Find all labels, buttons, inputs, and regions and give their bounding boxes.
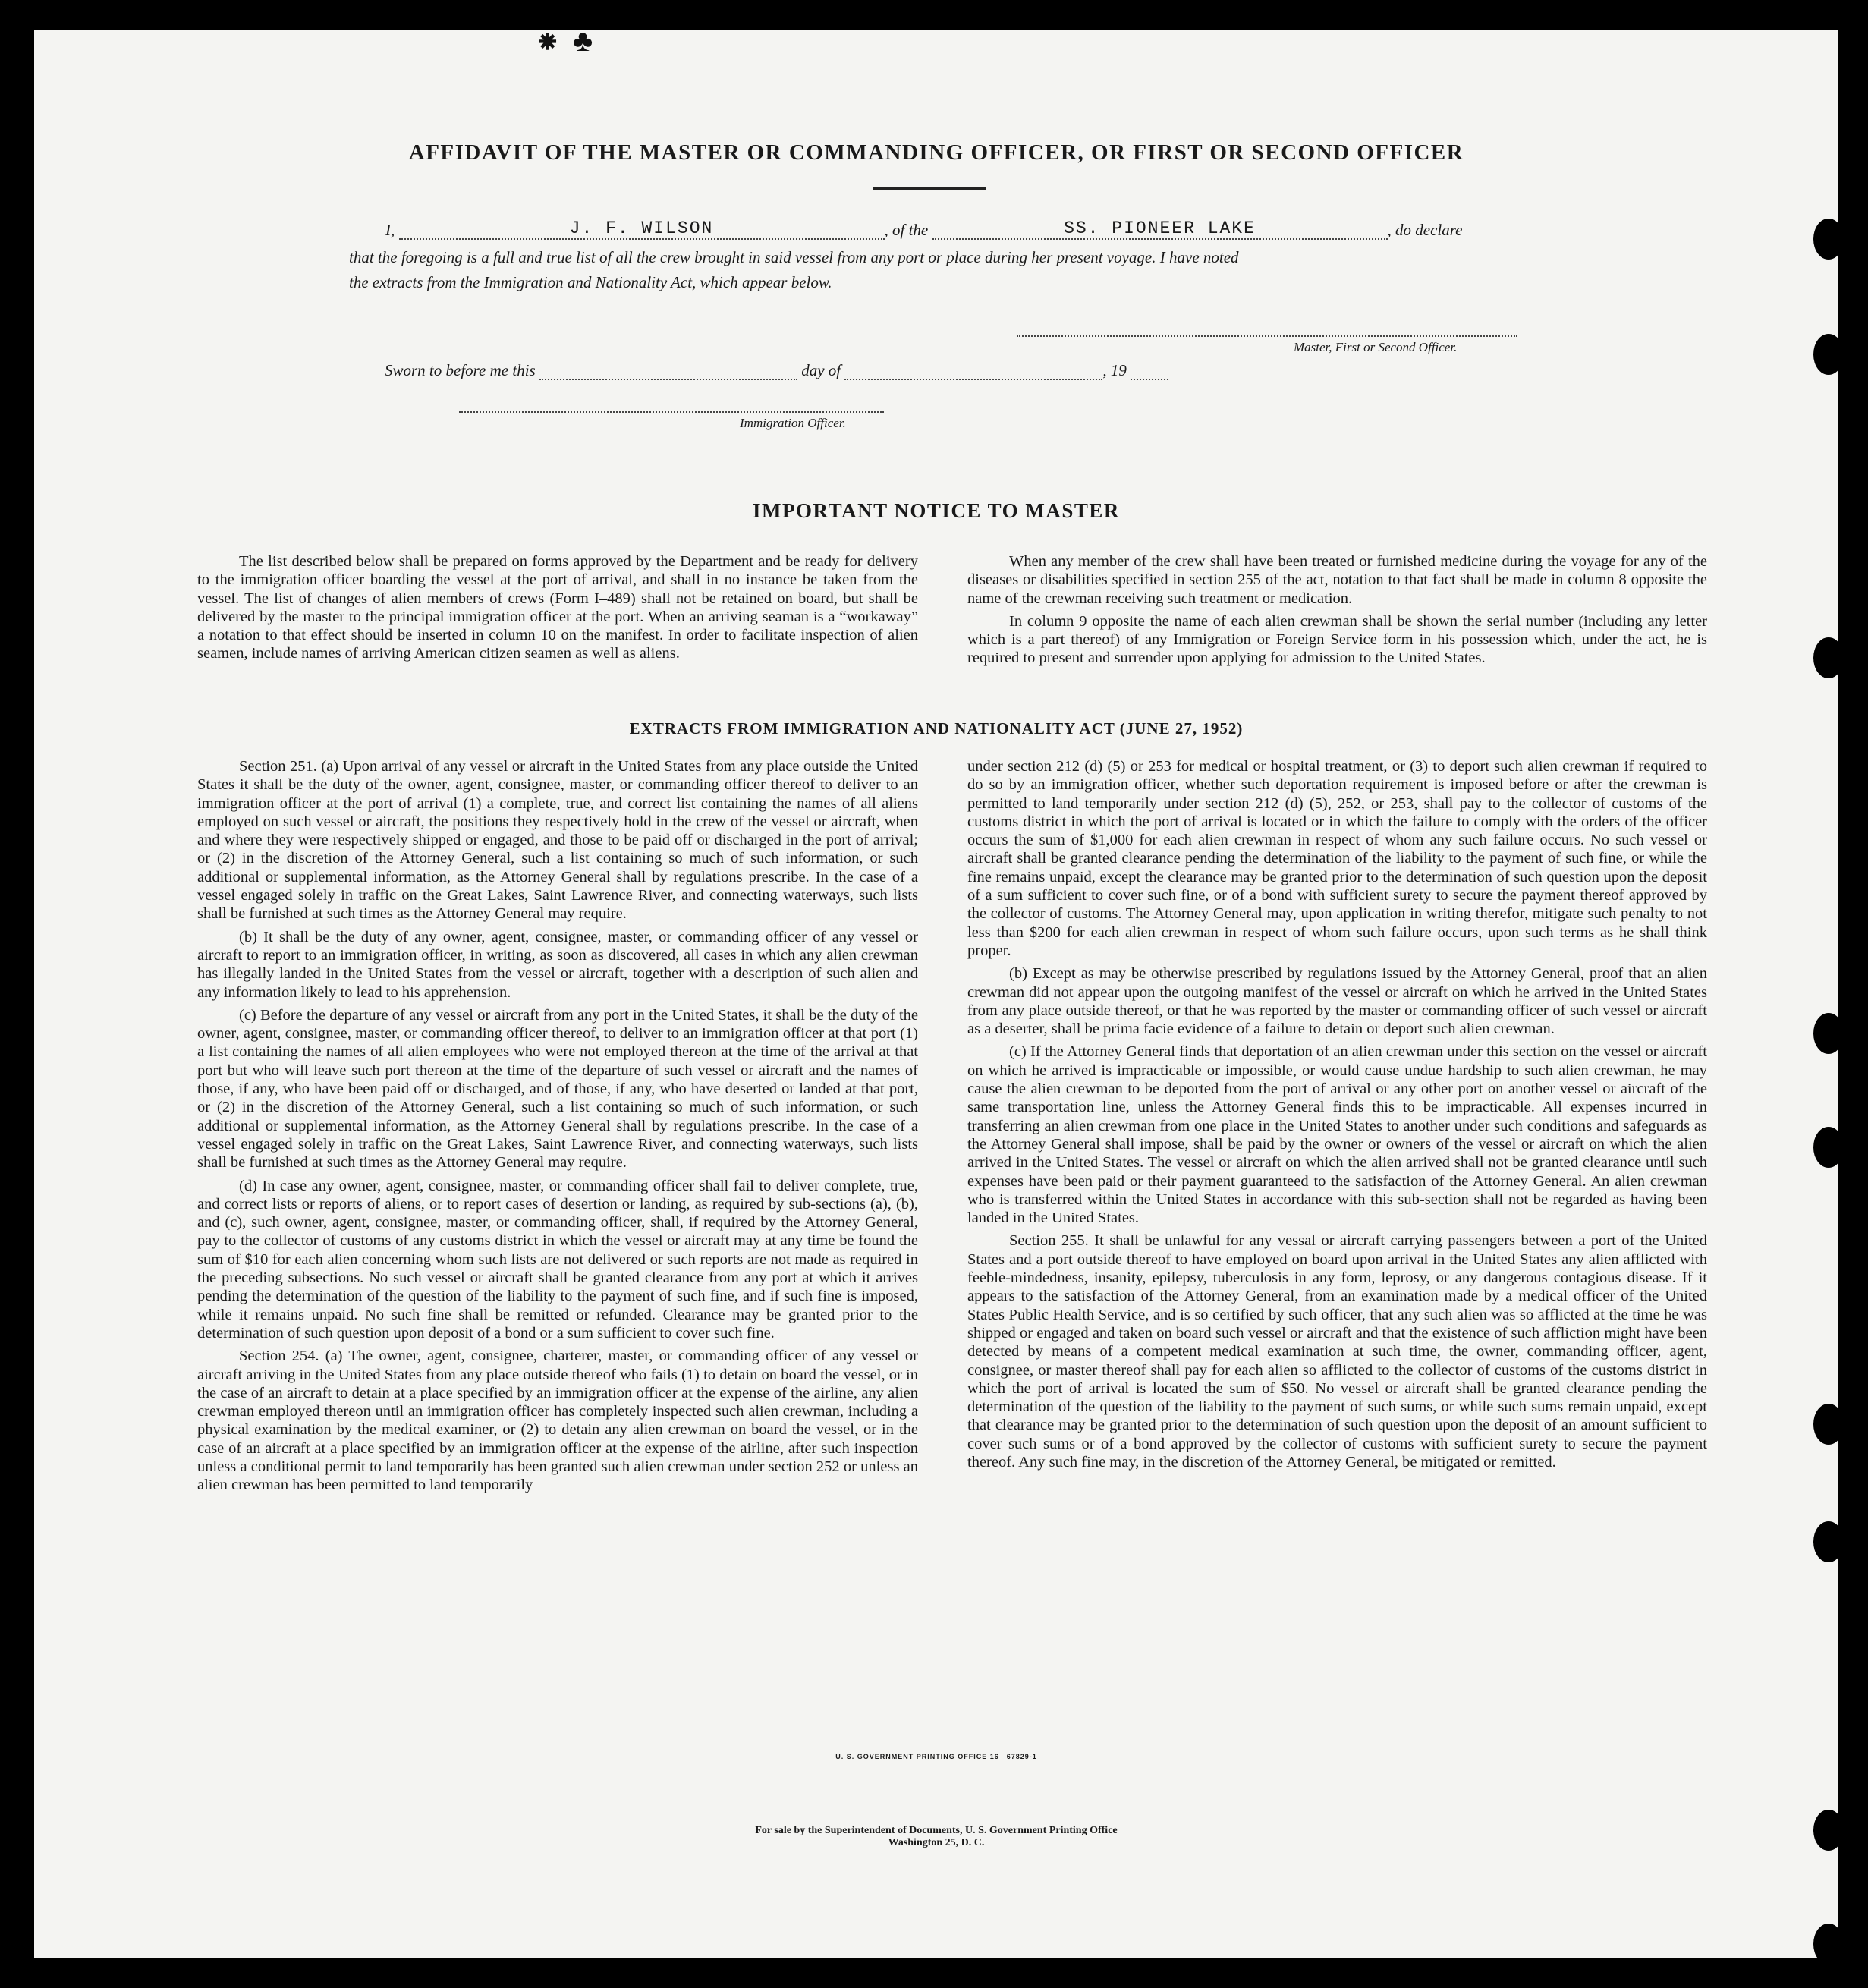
notice-left-column [197, 552, 918, 668]
sworn-day-field[interactable] [539, 360, 797, 380]
section-254-c: (c) If the Attorney General finds that deportation of an alien crewman under this section on the vessel or aircraft on which he arrived is impracticable or impossible, or would cause undue hardship to such alien crewman, he may cause the alien crewman to be deported from the port of arrival or any other port on another vessel or aircraft of the same transportation line, unless the Attorney General finds this to be impracticable. All expenses incurred in transferring an alien crewman from one place in the United States to another under such conditions and safeguards as the Attorney General shall impose, shall be paid by the owner or owners of the vessel or aircraft on which the alien arrived in the United States. The vessel or aircraft on which the alien arrived shall not be granted clearance until such expenses have been paid or their payment guaranteed to the satisfaction of the Attorney General. An alien crewman who is transferred within the United States in accordance with this sub-section shall not be regarded as having been landed in the United States. [967, 1043, 1707, 1227]
day-of-label: day of [801, 361, 841, 379]
footer-sale-notice [34, 1825, 1838, 1849]
i-label: I, [385, 221, 395, 239]
notice-left-paragraph: The list described below shall be prepared on forms approved by the Department and be ready for delivery to the immigration officer boarding the vessel at the port of arrival, and shall in no instance be taken from the vessel. The list of changes of alien members of crews (Form I–489) shall not be retained on board, but shall be delivered by the master to the principal immigration officer at the port. When an arriving seaman is a “workaway” a notation to that effect should be inserted in column 10 on the manifest. In order to facilitate inspection of alien seamen, include names of arriving American citizen seamen as well as aliens. [197, 553, 918, 662]
notice-right-paragraph-2: In column 9 opposite the name of each alien crewman shall be shown the serial number (including any letter which is a part thereof) of any Immigration or Foreign Service form in his possession which, under the act, he is required to present and surrender upon applying for admission to the United States. [967, 612, 1707, 667]
notice-right-column [967, 552, 1707, 672]
vessel-name-field[interactable]: SS. PIONEER LAKE [932, 219, 1388, 240]
punch-hole-1 [1813, 219, 1844, 260]
scan-speck: ⁕ [535, 25, 561, 59]
section-251-d: (d) In case any owner, agent, consignee, master, or commanding officer shall fail to deliver complete, true, and correct lists or reports of aliens, or to report cases of desertion or landing, as required by sub-sections (a), (b), and (c), such owner, agent, consignee, master, or commanding officer, shall, if required by the Attorney General, pay to the collector of customs of any customs district in which the vessel or aircraft may at any time be found the sum of $10 for each alien concerning whom such lists are not delivered or such reports are not made as required in the preceding subsections. No such vessel or aircraft shall be granted clearance from any port at which it arrives pending the determination of the question of the liability to the payment of such fine, and if such fine is imposed, while it remains unpaid. No such fine shall be remitted or refunded. Clearance may be granted prior to the determination of such question upon deposit of a bond or a sum sufficient to cover such fine. [197, 1177, 918, 1342]
sworn-line [385, 360, 1295, 380]
gpo-print-code: U. S. GOVERNMENT PRINTING OFFICE 16—67829-1 [835, 1753, 1037, 1760]
immigration-officer-signature-line[interactable] [459, 411, 884, 413]
immigration-officer-caption: Immigration Officer. [740, 416, 846, 430]
section-254-a-continued: under section 212 (d) (5) or 253 for medical or hospital treatment, or (3) to deport such alien crewman if required to do so by an immigration officer, whether such deportation requirement is imposed before or after the crewman is permitted to land temporarily under section 212 (d) (5), 252, or 253, shall pay to the collector of customs of the customs district in which the port of arrival is located or in which the failure to comply with the orders of the officer occurs the sum of $1,000 for each alien crewman in respect of whom any such failure occurs. No such vessel or aircraft shall be granted clearance pending the determination of the liability to the payment of such fine, or while the fine remains unpaid, except the clearance may be granted prior to the determination of such question upon the deposit of a sum sufficient to cover such fine, or of a bond with sufficient surety to secure the payment thereof approved by the collector of customs. The Attorney General may, upon application in writing therefor, mitigate such penalty to not less than $200 for each alien crewman in respect of whom such failure occurs, upon such terms as he shall think proper. [967, 758, 1707, 959]
extracts-left-column [197, 757, 918, 1499]
master-signature-caption: Master, First or Second Officer. [1294, 340, 1458, 354]
sworn-month-field[interactable] [844, 360, 1102, 380]
document-page [34, 24, 1838, 1958]
affidavit-line-3: the extracts from the Immigration and Nationality Act, which appear below. [349, 273, 832, 291]
punch-hole-3 [1813, 637, 1844, 678]
do-declare-label: , do declare [1387, 221, 1463, 239]
footer-line-2: Washington 25, D. C. [888, 1837, 985, 1848]
scan-speck: ♣ [573, 24, 593, 58]
notice-right-paragraph-1: When any member of the crew shall have been treated or furnished medicine during the voyage for any of the diseases or disabilities specified in section 255 of the act, notation to that fact shall be made in column 8 opposite the name of the crewman receiving such treatment or medication. [967, 553, 1707, 607]
notice-title: IMPORTANT NOTICE TO MASTER [753, 499, 1120, 522]
footer-line-1: For sale by the Superintendent of Documents, U. S. Government Printing Office [755, 1825, 1118, 1836]
punch-hole-2 [1813, 334, 1844, 375]
sworn-year-field[interactable] [1131, 360, 1168, 380]
section-251-c: (c) Before the departure of any vessel or aircraft from any port in the United States, it shall be the duty of the owner, agent, consignee, master, or commanding officer thereof, to deliver to an immigration officer at that port (1) a list containing the names of all alien employees who were not employed thereon at the time of the arrival at that port but who will leave such port thereon at the time of the departure of such vessel or aircraft and the names of those, if any, who have been paid off or discharged, and of those, if any, who have deserted or landed at that port, or (2) in the discretion of the Attorney General, such a list containing so much of such information, or such additional or supplemental information, as the Attorney General shall by regulations prescribe. In the case of a vessel engaged solely in traffic on the Great Lakes, Saint Lawrence River, and connecting waterways, such lists shall be furnished at such times as the Attorney General may require. [197, 1006, 918, 1172]
officer-name-field[interactable]: J. F. WILSON [399, 219, 885, 240]
section-254-b: (b) Except as may be otherwise prescribed by regulations issued by the Attorney General, proof that an alien crewman did not appear upon the outgoing manifest of the vessel or aircraft on which he arrived in the United States from any place outside thereof, or that he was reported by the master or commanding officer of such vessel or aircraft as a deserter, shall be prima facie evidence of a failure to detain or deport such alien crewman. [967, 965, 1707, 1038]
section-254-a: Section 254. (a) The owner, agent, consignee, charterer, master, or commanding officer of any vessel or aircraft arriving in the United States from any place outside thereof who fails (1) to detain on board the vessel, or in the case of an aircraft to detain at a place specified by an immigration officer at the expense of the airline, any alien crewman employed thereon until an immigration officer has completely inspected such alien crewman, including a physical examination by the medical examiner, or (2) to detain any alien crewman on board the vessel, or in the case of an aircraft at a place specified by an immigration officer at the expense of the airline, after such inspection unless a conditional permit to land temporarily has been granted such alien crewman under section 252 or unless an alien crewman has been permitted to land temporarily [197, 1348, 918, 1494]
year-label: , 19 [1102, 361, 1127, 379]
extracts-right-column [967, 757, 1707, 1476]
affidavit-declaration-line [385, 219, 1554, 240]
section-251-a: Section 251. (a) Upon arrival of any vessel or aircraft in the United States from any place outside the United States it shall be the duty of the owner, agent, consignee, master, or commanding officer thereof to deliver to an immigration officer at the port of arrival (1) a complete, true, and correct list containing the names of all aliens employed on such vessel or aircraft, the positions they respectively hold in the crew of the vessel or aircraft, when and where they were respectively shipped or engaged, and those to be paid off or discharged in the port of arrival; or (2) in the discretion of the Attorney General, such a list containing so much of such information, or such additional or supplemental information, as the Attorney General shall by regulations prescribe. In the case of a vessel engaged solely in traffic on the Great Lakes, Saint Lawrence River, and connecting waterways, such lists shall be furnished at such times as the Attorney General may require. [197, 758, 918, 923]
master-signature-line[interactable] [1017, 335, 1517, 337]
punch-hole-9 [1813, 1924, 1844, 1964]
affidavit-title: AFFIDAVIT OF THE MASTER OR COMMANDING OFFICER, OR FIRST OR SECOND OFFICER [408, 140, 1464, 165]
punch-hole-7 [1813, 1521, 1844, 1562]
punch-hole-6 [1813, 1404, 1844, 1445]
punch-hole-5 [1813, 1127, 1844, 1168]
section-255: Section 255. It shall be unlawful for any vessal or aircraft carrying passengers between a port of the United States and a port outside thereof to have employed on board upon arrival in the United States any alien afflicted with feeble-mindedness, insanity, epilepsy, tuberculosis in any form, leprosy, or any dangerous contagious disease. If it appears to the satisfaction of the Attorney General, from an examination made by a medical officer of the United States Public Health Service, and is so certified by such officer, that any such alien was so afflicted at the time he was shipped or engaged and taken on board such vessel or aircraft and that the existence of such affliction might have been detected by means of a competent medical examination at such time, the owner, commanding officer, agent, consignee, or master thereof shall pay for each alien so afflicted to the collector of customs of the customs district in which the port of arrival is located the sum of $50. No vessel or aircraft shall be granted clearance pending the determination of the question of the liability to the payment of such sums, or while such sums remain unpaid, except that clearance may be granted prior to the determination of such question upon the deposit of an amount sufficient to cover such sums or of a bond approved by the collector of customs with sufficient surety to secure the payment thereof. Any such fine may, in the discretion of the Attorney General, be mitigated or remitted. [967, 1232, 1707, 1471]
of-the-label: , of the [884, 221, 929, 239]
affidavit-line-2: that the foregoing is a full and true list of all the crew brought in said vessel from any port or place during her present voyage. I have noted [349, 248, 1239, 266]
section-251-b: (b) It shall be the duty of any owner, agent, consignee, master, or commanding officer of any vessel or aircraft to report to an immigration officer, in writing, as soon as discovered, all cases in which any alien crewman has illegally landed in the United States from the vessel or aircraft, together with a description of such alien and any information likely to lead to his apprehension. [197, 928, 918, 1001]
title-divider [873, 187, 986, 190]
sworn-label: Sworn to before me this [385, 361, 536, 379]
punch-hole-4 [1813, 1013, 1844, 1054]
extracts-title: EXTRACTS FROM IMMIGRATION AND NATIONALITY ACT (JUNE 27, 1952) [629, 719, 1244, 738]
